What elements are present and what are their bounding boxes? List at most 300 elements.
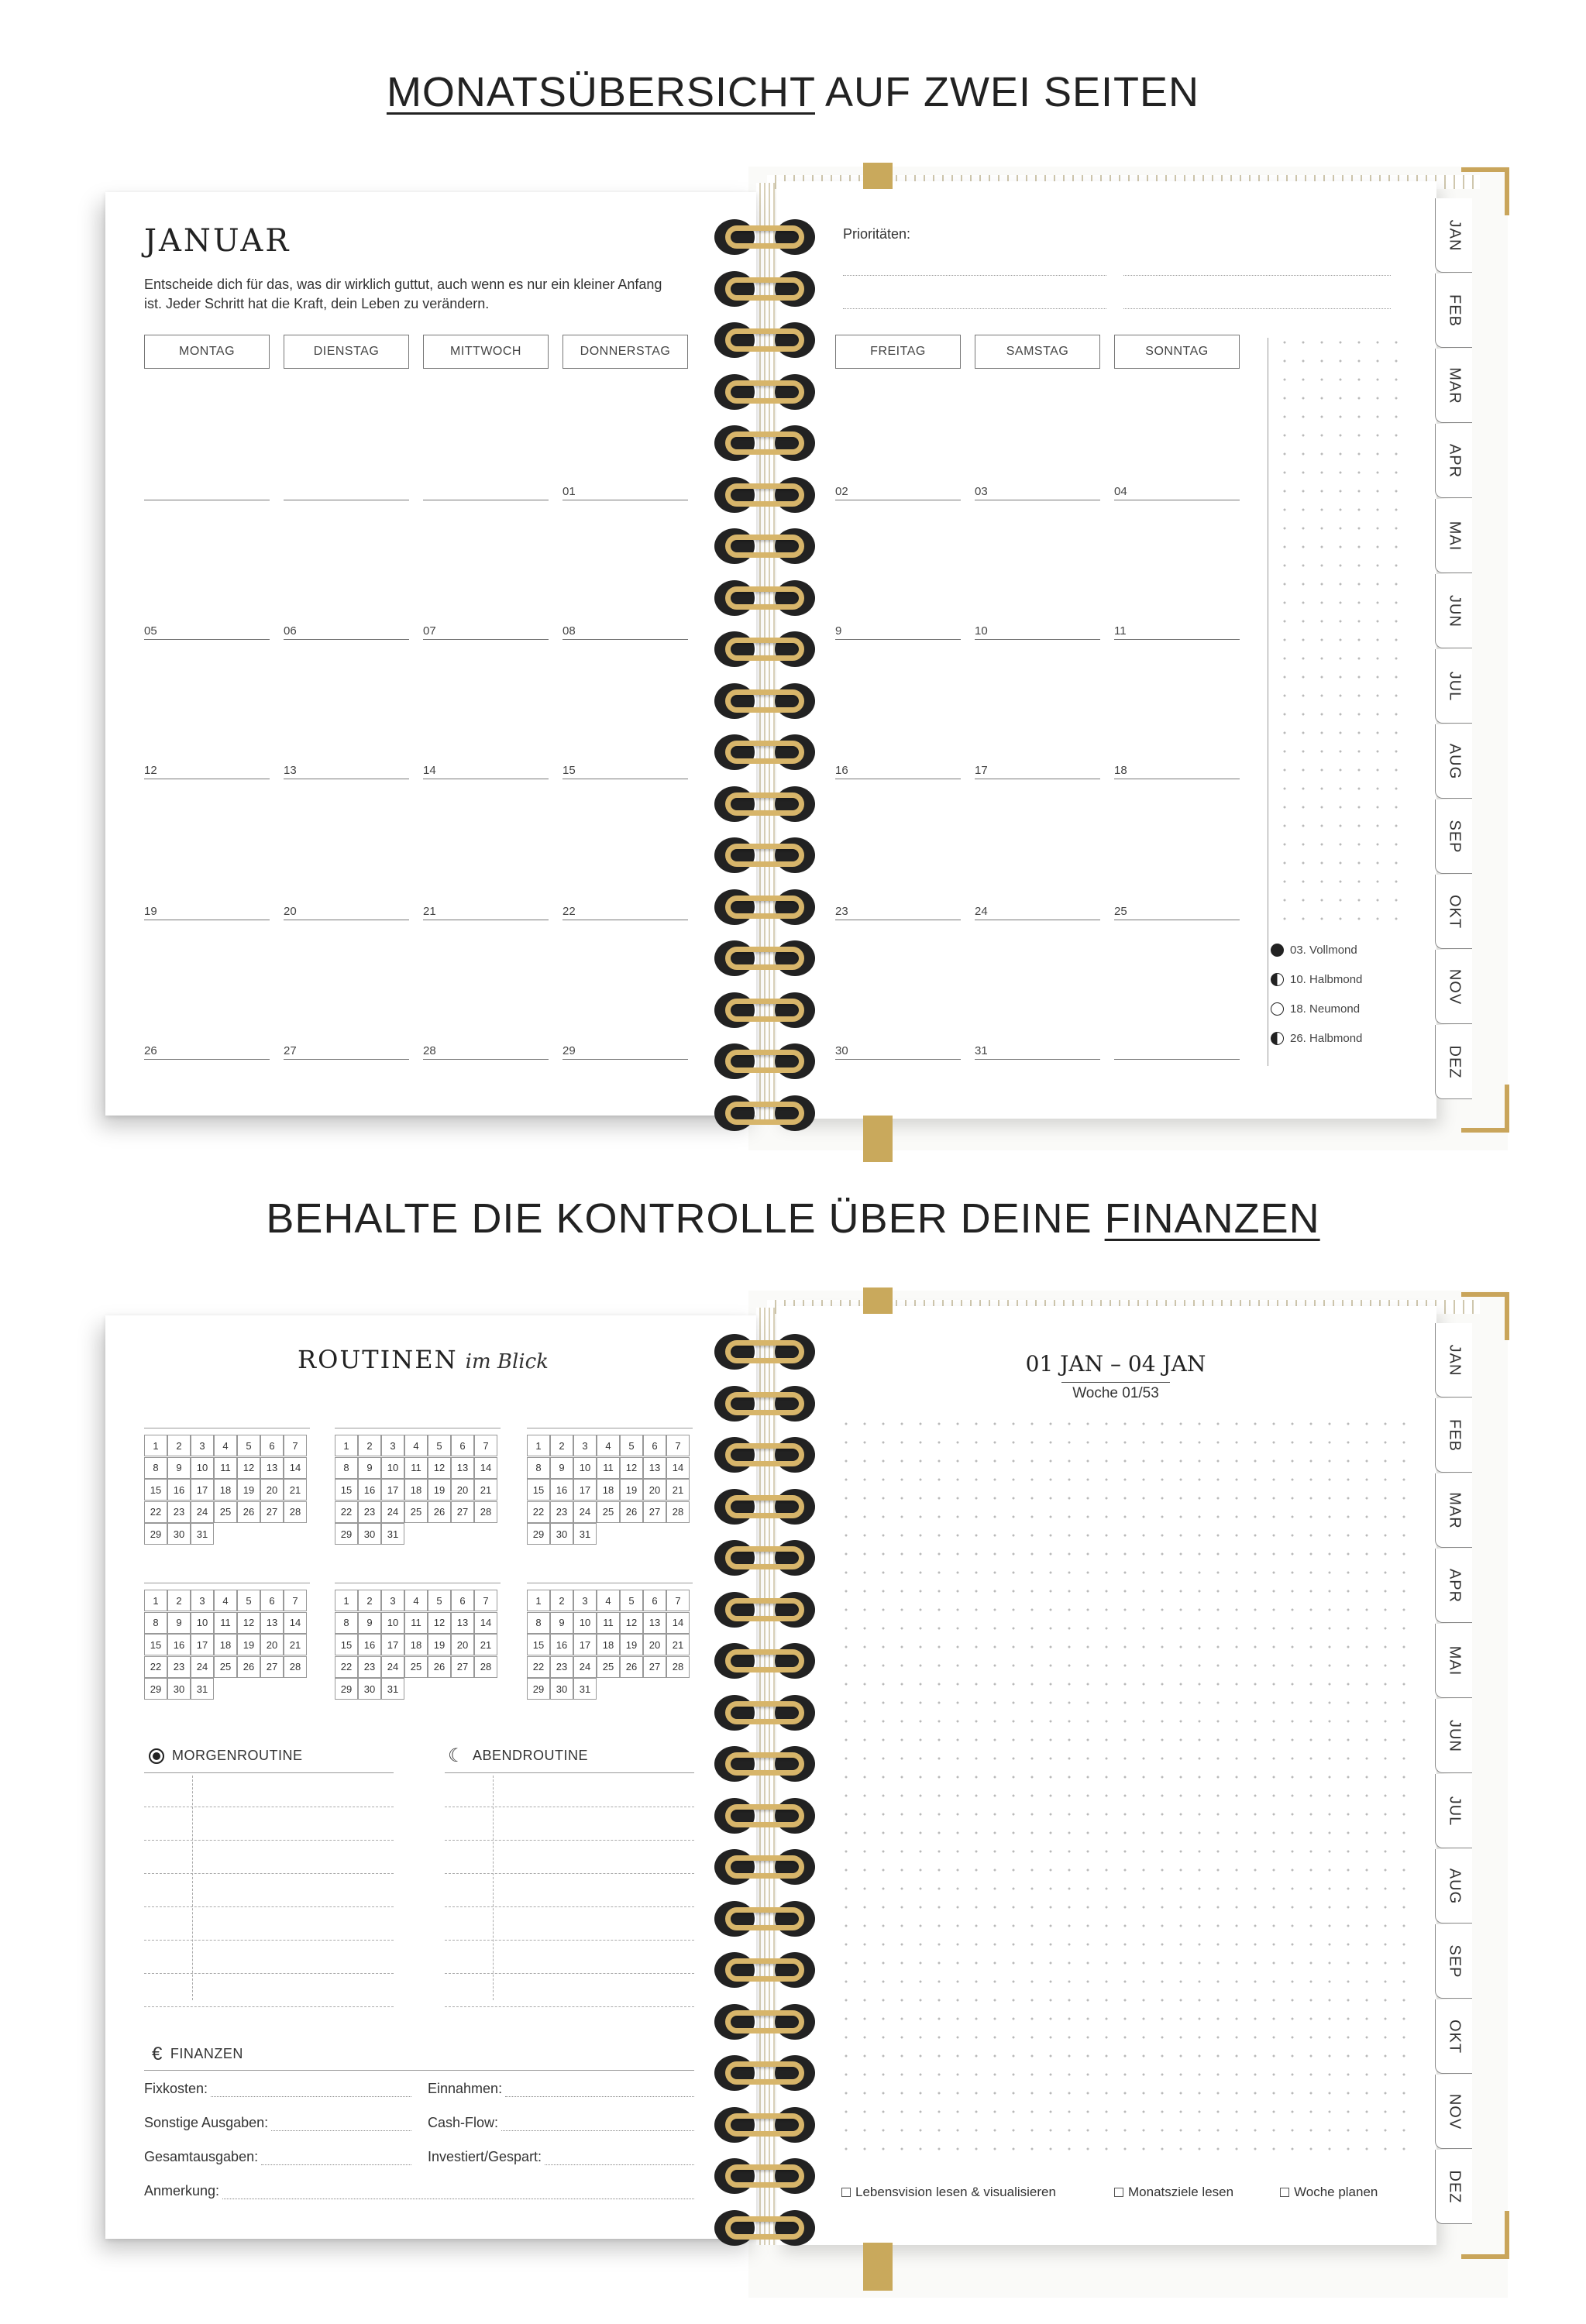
tracker-day-cell[interactable]: 1 bbox=[335, 1435, 358, 1456]
finance-field[interactable] bbox=[428, 2115, 694, 2131]
tracker-day-cell[interactable]: 13 bbox=[451, 1612, 474, 1634]
tracker-day-cell[interactable]: 7 bbox=[284, 1590, 307, 1611]
routine-line[interactable] bbox=[144, 2006, 394, 2007]
tracker-day-cell[interactable]: 27 bbox=[260, 1501, 284, 1523]
tracker-day-cell[interactable]: 29 bbox=[335, 1678, 358, 1700]
month-tab-nov[interactable] bbox=[1435, 2075, 1472, 2149]
tracker-day-cell[interactable]: 22 bbox=[144, 1656, 167, 1678]
month-tab-jul[interactable] bbox=[1435, 649, 1472, 724]
tracker-day-cell[interactable]: 31 bbox=[191, 1523, 214, 1545]
tracker-day-cell[interactable]: 20 bbox=[260, 1634, 284, 1655]
gold-ring bbox=[725, 1649, 804, 1673]
month-tab-jun[interactable] bbox=[1435, 1699, 1472, 1773]
day-cell[interactable] bbox=[1114, 759, 1240, 779]
tracker-day-cell[interactable]: 10 bbox=[573, 1457, 597, 1479]
tracker-day-cell[interactable]: 15 bbox=[527, 1634, 550, 1655]
month-tab-label: APR bbox=[1446, 443, 1463, 478]
tracker-day-cell[interactable]: 19 bbox=[620, 1634, 643, 1655]
day-cell[interactable] bbox=[835, 900, 961, 920]
tracker-day-cell[interactable]: 25 bbox=[404, 1501, 428, 1523]
tracker-day-cell[interactable]: 25 bbox=[404, 1656, 428, 1678]
tracker-day-cell[interactable]: 19 bbox=[428, 1634, 451, 1655]
tracker-day-cell[interactable]: 17 bbox=[573, 1634, 597, 1655]
tracker-day-cell[interactable]: 5 bbox=[620, 1435, 643, 1456]
tracker-day-cell[interactable]: 8 bbox=[335, 1457, 358, 1479]
tracker-day-cell[interactable]: 13 bbox=[643, 1457, 666, 1479]
tracker-day-cell[interactable]: 21 bbox=[666, 1634, 690, 1655]
finance-field-label: Fixkosten: bbox=[144, 2081, 208, 2096]
tracker-day-cell[interactable]: 30 bbox=[167, 1523, 191, 1545]
day-cell[interactable] bbox=[284, 1040, 409, 1060]
tracker-day-cell[interactable]: 27 bbox=[643, 1501, 666, 1523]
tracker-day-cell[interactable]: 26 bbox=[620, 1501, 643, 1523]
tracker-day-cell[interactable]: 16 bbox=[358, 1634, 381, 1655]
month-tab-jan[interactable] bbox=[1435, 1323, 1472, 1397]
tracker-day-cell[interactable]: 1 bbox=[335, 1590, 358, 1611]
tracker-day-cell[interactable]: 16 bbox=[167, 1634, 191, 1655]
day-cell[interactable] bbox=[975, 759, 1100, 779]
day-cell[interactable] bbox=[144, 900, 270, 920]
routine-line[interactable] bbox=[445, 1940, 694, 1941]
tracker-day-cell[interactable]: 5 bbox=[237, 1435, 260, 1456]
tracker-day-cell[interactable]: 26 bbox=[428, 1501, 451, 1523]
spiral-ring bbox=[714, 425, 815, 461]
month-tab-mar[interactable] bbox=[1435, 349, 1472, 423]
tracker-day-cell[interactable]: 9 bbox=[358, 1457, 381, 1479]
tracker-day-cell[interactable]: 7 bbox=[474, 1435, 497, 1456]
month-tab-sep[interactable] bbox=[1435, 1924, 1472, 1999]
tracker-day-cell[interactable]: 14 bbox=[474, 1457, 497, 1479]
headline-monthly-underlined: MONATSÜBERSICHT bbox=[386, 69, 815, 115]
tracker-day-cell[interactable]: 4 bbox=[214, 1590, 237, 1611]
tracker-day-cell[interactable]: 8 bbox=[335, 1612, 358, 1634]
tracker-day-cell[interactable]: 7 bbox=[666, 1590, 690, 1611]
month-tab-sep[interactable] bbox=[1435, 799, 1472, 874]
tracker-day-cell[interactable]: 17 bbox=[381, 1479, 404, 1501]
day-cell[interactable] bbox=[835, 759, 961, 779]
day-cell[interactable] bbox=[975, 900, 1100, 920]
tracker-day-cell[interactable]: 22 bbox=[335, 1501, 358, 1523]
tracker-day-cell[interactable]: 29 bbox=[527, 1523, 550, 1545]
day-number: 15 bbox=[562, 764, 576, 777]
tracker-day-cell[interactable]: 20 bbox=[643, 1479, 666, 1501]
tracker-day-cell[interactable]: 4 bbox=[597, 1435, 620, 1456]
tracker-day-cell[interactable]: 14 bbox=[666, 1612, 690, 1634]
tracker-day-cell[interactable]: 6 bbox=[643, 1435, 666, 1456]
tracker-day-cell[interactable]: 10 bbox=[381, 1612, 404, 1634]
tracker-day-cell[interactable]: 3 bbox=[191, 1435, 214, 1456]
tracker-day-cell[interactable]: 28 bbox=[284, 1656, 307, 1678]
tracker-day-cell[interactable]: 27 bbox=[260, 1656, 284, 1678]
tracker-day-cell[interactable]: 26 bbox=[237, 1656, 260, 1678]
tracker-day-cell[interactable]: 28 bbox=[666, 1501, 690, 1523]
tracker-day-cell[interactable]: 20 bbox=[260, 1479, 284, 1501]
month-tab-dez[interactable] bbox=[1435, 2150, 1472, 2224]
habit-tracker bbox=[527, 1421, 693, 1560]
tracker-day-cell[interactable]: 22 bbox=[144, 1501, 167, 1523]
tracker-day-cell[interactable]: 12 bbox=[428, 1612, 451, 1634]
finance-heading: € FINANZEN bbox=[152, 2043, 243, 2064]
tracker-day-cell[interactable]: 24 bbox=[381, 1656, 404, 1678]
tracker-day-cell[interactable]: 26 bbox=[237, 1501, 260, 1523]
day-cell[interactable] bbox=[835, 1040, 961, 1060]
tracker-day-cell[interactable]: 7 bbox=[474, 1590, 497, 1611]
tracker-day-cell[interactable]: 13 bbox=[643, 1612, 666, 1634]
tracker-day-cell[interactable]: 10 bbox=[191, 1612, 214, 1634]
day-cell[interactable] bbox=[423, 1040, 549, 1060]
month-tab-label: AUG bbox=[1446, 743, 1463, 779]
gold-ring bbox=[725, 2061, 804, 2085]
tracker-day-cell[interactable]: 31 bbox=[381, 1678, 404, 1700]
finance-field[interactable] bbox=[144, 2149, 411, 2165]
day-cell[interactable] bbox=[423, 480, 549, 500]
week-checkbox[interactable] bbox=[1280, 2185, 1378, 2200]
gold-ring bbox=[725, 2010, 804, 2033]
tracker-day-cell[interactable]: 29 bbox=[144, 1678, 167, 1700]
tracker-day-cell[interactable]: 15 bbox=[144, 1479, 167, 1501]
routine-line[interactable] bbox=[144, 1873, 394, 1874]
tracker-day-cell[interactable]: 10 bbox=[381, 1457, 404, 1479]
tracker-day-cell[interactable]: 20 bbox=[451, 1634, 474, 1655]
month-tab-mai[interactable] bbox=[1435, 1624, 1472, 1698]
month-tab-mai[interactable] bbox=[1435, 499, 1472, 573]
tracker-day-cell[interactable]: 15 bbox=[335, 1479, 358, 1501]
tracker-day-cell[interactable]: 29 bbox=[335, 1523, 358, 1545]
day-cell[interactable] bbox=[1114, 620, 1240, 640]
routine-line[interactable] bbox=[445, 1906, 694, 1907]
finance-field[interactable] bbox=[144, 2183, 694, 2199]
month-tab-mar[interactable] bbox=[1435, 1473, 1472, 1548]
routine-line[interactable] bbox=[445, 1840, 694, 1841]
month-tab-jun[interactable] bbox=[1435, 574, 1472, 648]
tracker-day-cell[interactable]: 5 bbox=[237, 1590, 260, 1611]
tracker-day-cell[interactable]: 6 bbox=[260, 1435, 284, 1456]
finance-field[interactable] bbox=[428, 2149, 694, 2165]
tracker-day-cell[interactable]: 9 bbox=[167, 1612, 191, 1634]
routine-line[interactable] bbox=[144, 1840, 394, 1841]
finance-field-line bbox=[501, 2117, 694, 2131]
tracker-day-cell[interactable]: 4 bbox=[404, 1435, 428, 1456]
tracker-day-cell[interactable]: 26 bbox=[428, 1656, 451, 1678]
tracker-day-cell[interactable]: 11 bbox=[404, 1457, 428, 1479]
tracker-day-cell[interactable]: 30 bbox=[358, 1678, 381, 1700]
tracker-day-cell[interactable]: 31 bbox=[191, 1678, 214, 1700]
tracker-day-cell[interactable]: 24 bbox=[381, 1501, 404, 1523]
tracker-day-cell[interactable]: 9 bbox=[550, 1612, 573, 1634]
day-cell[interactable] bbox=[144, 620, 270, 640]
month-tab-okt[interactable] bbox=[1435, 875, 1472, 949]
tracker-day-cell[interactable]: 12 bbox=[428, 1457, 451, 1479]
spiral-ring bbox=[714, 683, 815, 719]
routine-line[interactable] bbox=[144, 1973, 394, 1974]
tracker-day-cell[interactable]: 19 bbox=[237, 1479, 260, 1501]
tracker-day-cell[interactable]: 3 bbox=[191, 1590, 214, 1611]
tracker-day-cell[interactable]: 2 bbox=[550, 1590, 573, 1611]
month-tab-dez[interactable] bbox=[1435, 1025, 1472, 1099]
tracker-day-cell[interactable]: 30 bbox=[550, 1678, 573, 1700]
tracker-day-cell[interactable]: 20 bbox=[451, 1479, 474, 1501]
week-checkbox[interactable] bbox=[1114, 2185, 1233, 2200]
tracker-day-cell[interactable]: 28 bbox=[474, 1501, 497, 1523]
tracker-day-cell[interactable]: 16 bbox=[550, 1479, 573, 1501]
month-tab-label: DEZ bbox=[1446, 1045, 1463, 1078]
tracker-day-cell[interactable]: 31 bbox=[381, 1523, 404, 1545]
tracker-day-cell[interactable]: 11 bbox=[597, 1457, 620, 1479]
tracker-day-cell[interactable]: 15 bbox=[335, 1634, 358, 1655]
tracker-day-cell[interactable]: 31 bbox=[573, 1523, 597, 1545]
tracker-day-cell[interactable]: 4 bbox=[597, 1590, 620, 1611]
day-cell[interactable] bbox=[144, 1040, 270, 1060]
day-cell[interactable] bbox=[284, 620, 409, 640]
month-tab-label: SEP bbox=[1446, 819, 1463, 854]
tracker-day-cell[interactable]: 21 bbox=[284, 1634, 307, 1655]
tracker-day-cell[interactable]: 21 bbox=[666, 1479, 690, 1501]
tracker-day-cell[interactable]: 23 bbox=[358, 1656, 381, 1678]
month-tab-nov[interactable] bbox=[1435, 950, 1472, 1024]
tracker-day-cell[interactable]: 13 bbox=[451, 1457, 474, 1479]
tracker-day-cell[interactable]: 3 bbox=[381, 1435, 404, 1456]
tracker-day-cell[interactable]: 18 bbox=[214, 1479, 237, 1501]
tracker-day-cell[interactable]: 8 bbox=[144, 1457, 167, 1479]
tracker-day-cell[interactable]: 29 bbox=[144, 1523, 167, 1545]
tracker-day-cell[interactable]: 15 bbox=[144, 1634, 167, 1655]
month-tab-feb[interactable] bbox=[1435, 273, 1472, 348]
tracker-day-cell[interactable]: 7 bbox=[284, 1435, 307, 1456]
tracker-day-cell[interactable]: 30 bbox=[167, 1678, 191, 1700]
tracker-day-cell[interactable]: 1 bbox=[144, 1590, 167, 1611]
month-tab-aug[interactable] bbox=[1435, 1849, 1472, 1923]
spiral-ring bbox=[714, 528, 815, 564]
tracker-day-cell[interactable]: 9 bbox=[167, 1457, 191, 1479]
tracker-day-cell[interactable]: 1 bbox=[144, 1435, 167, 1456]
day-cell[interactable] bbox=[975, 1040, 1100, 1060]
week-checkbox[interactable] bbox=[841, 2185, 1056, 2200]
day-cell[interactable] bbox=[423, 759, 549, 779]
tracker-day-cell[interactable]: 16 bbox=[167, 1479, 191, 1501]
tracker-day-cell[interactable]: 10 bbox=[191, 1457, 214, 1479]
day-cell[interactable] bbox=[835, 480, 961, 500]
tracker-day-cell[interactable]: 14 bbox=[666, 1457, 690, 1479]
tracker-day-cell[interactable]: 27 bbox=[451, 1656, 474, 1678]
tracker-day-cell[interactable]: 22 bbox=[527, 1501, 550, 1523]
finance-field[interactable] bbox=[428, 2081, 694, 2097]
tracker-day-cell[interactable]: 7 bbox=[666, 1435, 690, 1456]
tracker-day-cell[interactable]: 4 bbox=[214, 1435, 237, 1456]
tracker-day-cell[interactable]: 6 bbox=[451, 1590, 474, 1611]
tracker-day-cell[interactable]: 25 bbox=[214, 1501, 237, 1523]
tracker-day-cell[interactable]: 11 bbox=[597, 1612, 620, 1634]
tracker-day-cell[interactable]: 8 bbox=[144, 1612, 167, 1634]
tracker-day-cell[interactable]: 25 bbox=[214, 1656, 237, 1678]
ribbon-bookmark-bottom bbox=[863, 2243, 893, 2291]
weekday-header-mittwoch: MITTWOCH bbox=[423, 335, 549, 369]
tracker-day-cell[interactable]: 2 bbox=[358, 1590, 381, 1611]
tracker-day-cell[interactable]: 25 bbox=[597, 1501, 620, 1523]
month-tab-aug[interactable] bbox=[1435, 724, 1472, 799]
tracker-day-cell[interactable]: 12 bbox=[620, 1457, 643, 1479]
day-cell[interactable] bbox=[423, 900, 549, 920]
tracker-day-cell[interactable]: 5 bbox=[428, 1435, 451, 1456]
month-tab-feb[interactable] bbox=[1435, 1398, 1472, 1473]
tracker-day-cell[interactable]: 6 bbox=[260, 1590, 284, 1611]
tracker-day-cell[interactable]: 2 bbox=[550, 1435, 573, 1456]
tracker-day-cell[interactable]: 8 bbox=[527, 1612, 550, 1634]
tracker-day-cell[interactable]: 19 bbox=[237, 1634, 260, 1655]
tracker-day-cell[interactable]: 13 bbox=[260, 1457, 284, 1479]
tracker-day-cell[interactable]: 27 bbox=[643, 1656, 666, 1678]
day-cell[interactable] bbox=[423, 620, 549, 640]
tracker-day-cell[interactable]: 30 bbox=[550, 1523, 573, 1545]
tracker-day-cell[interactable]: 2 bbox=[167, 1590, 191, 1611]
tracker-day-cell[interactable]: 3 bbox=[381, 1590, 404, 1611]
finance-field-line bbox=[261, 2151, 411, 2165]
tracker-day-cell[interactable]: 18 bbox=[214, 1634, 237, 1655]
spiral-ring bbox=[714, 1592, 815, 1628]
day-cell[interactable] bbox=[562, 1040, 688, 1060]
tracker-day-cell[interactable]: 23 bbox=[550, 1656, 573, 1678]
tracker-day-cell[interactable]: 8 bbox=[527, 1457, 550, 1479]
tracker-day-cell[interactable]: 19 bbox=[428, 1479, 451, 1501]
tracker-day-cell[interactable]: 3 bbox=[573, 1590, 597, 1611]
tracker-day-cell[interactable]: 22 bbox=[335, 1656, 358, 1678]
day-cell[interactable] bbox=[284, 900, 409, 920]
finance-field[interactable] bbox=[144, 2081, 411, 2097]
tracker-day-cell[interactable]: 17 bbox=[573, 1479, 597, 1501]
finance-field[interactable] bbox=[144, 2115, 411, 2131]
month-tab-jan[interactable] bbox=[1435, 198, 1472, 273]
month-tab-apr[interactable] bbox=[1435, 1549, 1472, 1623]
tracker-day-cell[interactable]: 2 bbox=[167, 1435, 191, 1456]
tracker-day-cell[interactable]: 24 bbox=[573, 1501, 597, 1523]
tracker-day-cell[interactable]: 14 bbox=[284, 1612, 307, 1634]
tracker-day-cell[interactable]: 5 bbox=[620, 1590, 643, 1611]
tracker-day-cell[interactable]: 17 bbox=[191, 1479, 214, 1501]
day-cell[interactable] bbox=[1114, 480, 1240, 500]
tracker-day-cell[interactable]: 21 bbox=[474, 1479, 497, 1501]
tracker-day-cell[interactable]: 9 bbox=[358, 1612, 381, 1634]
checkbox-square[interactable] bbox=[841, 2188, 851, 2197]
tracker-day-cell[interactable]: 24 bbox=[191, 1656, 214, 1678]
tracker-day-cell[interactable]: 23 bbox=[358, 1501, 381, 1523]
day-number: 03 bbox=[975, 485, 988, 498]
tracker-day-cell[interactable]: 28 bbox=[284, 1501, 307, 1523]
tracker-day-cell[interactable]: 12 bbox=[237, 1457, 260, 1479]
day-cell[interactable] bbox=[562, 900, 688, 920]
routine-line[interactable] bbox=[445, 1873, 694, 1874]
tracker-day-cell[interactable]: 26 bbox=[620, 1656, 643, 1678]
day-cell[interactable] bbox=[284, 759, 409, 779]
euro-icon: € bbox=[152, 2043, 163, 2064]
tracker-day-cell[interactable]: 5 bbox=[428, 1590, 451, 1611]
day-cell[interactable] bbox=[975, 620, 1100, 640]
day-number: 02 bbox=[835, 485, 848, 498]
tracker-day-cell[interactable]: 23 bbox=[550, 1501, 573, 1523]
tracker-day-cell[interactable]: 21 bbox=[474, 1634, 497, 1655]
tracker-day-cell[interactable]: 11 bbox=[214, 1612, 237, 1634]
tracker-day-cell[interactable]: 1 bbox=[527, 1590, 550, 1611]
tracker-day-cell[interactable]: 4 bbox=[404, 1590, 428, 1611]
day-cell[interactable] bbox=[144, 759, 270, 779]
tracker-day-cell[interactable]: 17 bbox=[381, 1634, 404, 1655]
tracker-day-cell[interactable]: 27 bbox=[451, 1501, 474, 1523]
day-cell[interactable] bbox=[835, 620, 961, 640]
routine-line[interactable] bbox=[144, 1906, 394, 1907]
routine-line[interactable] bbox=[445, 1973, 694, 1974]
tracker-day-cell[interactable]: 16 bbox=[358, 1479, 381, 1501]
finance-rule bbox=[144, 2070, 694, 2071]
tracker-day-cell[interactable]: 12 bbox=[237, 1612, 260, 1634]
tracker-day-cell[interactable]: 19 bbox=[620, 1479, 643, 1501]
tracker-day-cell[interactable]: 14 bbox=[284, 1457, 307, 1479]
tracker-day-cell[interactable]: 24 bbox=[191, 1501, 214, 1523]
day-cell[interactable] bbox=[562, 620, 688, 640]
day-cell[interactable] bbox=[562, 759, 688, 779]
gold-ring bbox=[725, 380, 804, 404]
routine-line[interactable] bbox=[445, 2006, 694, 2007]
spiral-ring bbox=[714, 2107, 815, 2143]
day-cell[interactable] bbox=[144, 480, 270, 500]
tracker-day-cell[interactable]: 16 bbox=[550, 1634, 573, 1655]
gold-ring bbox=[725, 1907, 804, 1930]
day-cell[interactable] bbox=[284, 480, 409, 500]
tracker-day-cell[interactable]: 3 bbox=[573, 1435, 597, 1456]
tracker-day-cell[interactable]: 18 bbox=[597, 1479, 620, 1501]
day-cell[interactable] bbox=[975, 480, 1100, 500]
tracker-day-cell[interactable]: 15 bbox=[527, 1479, 550, 1501]
tracker-day-cell[interactable]: 2 bbox=[358, 1435, 381, 1456]
tracker-day-cell[interactable]: 18 bbox=[404, 1479, 428, 1501]
tracker-day-cell[interactable]: 30 bbox=[358, 1523, 381, 1545]
tracker-day-cell[interactable]: 23 bbox=[167, 1501, 191, 1523]
tracker-day-cell[interactable]: 9 bbox=[550, 1457, 573, 1479]
tracker-day-cell[interactable]: 14 bbox=[474, 1612, 497, 1634]
tracker-day-cell[interactable]: 11 bbox=[404, 1612, 428, 1634]
month-tab-label: AUG bbox=[1446, 1868, 1463, 1904]
tracker-day-cell[interactable]: 29 bbox=[527, 1678, 550, 1700]
month-tab-okt[interactable] bbox=[1435, 1999, 1472, 2074]
checkbox-square[interactable] bbox=[1280, 2188, 1289, 2197]
tracker-day-cell[interactable]: 28 bbox=[474, 1656, 497, 1678]
tracker-day-cell[interactable]: 6 bbox=[643, 1590, 666, 1611]
checkbox-square[interactable] bbox=[1114, 2188, 1123, 2197]
day-cell[interactable] bbox=[1114, 900, 1240, 920]
tracker-day-cell[interactable]: 24 bbox=[573, 1656, 597, 1678]
tracker-day-cell[interactable]: 28 bbox=[666, 1656, 690, 1678]
tracker-day-cell[interactable]: 6 bbox=[451, 1435, 474, 1456]
tracker-day-cell[interactable]: 1 bbox=[527, 1435, 550, 1456]
tracker-day-cell[interactable]: 25 bbox=[597, 1656, 620, 1678]
day-cell[interactable] bbox=[562, 480, 688, 500]
month-tab-jul[interactable] bbox=[1435, 1774, 1472, 1848]
day-cell[interactable] bbox=[1114, 1040, 1240, 1060]
tracker-day-cell[interactable]: 31 bbox=[573, 1678, 597, 1700]
gold-ring bbox=[725, 638, 804, 661]
tracker-day-cell[interactable]: 12 bbox=[620, 1612, 643, 1634]
routine-line[interactable] bbox=[144, 1940, 394, 1941]
tracker-day-cell[interactable]: 13 bbox=[260, 1612, 284, 1634]
tracker-day-cell[interactable]: 21 bbox=[284, 1479, 307, 1501]
tracker-day-cell[interactable]: 17 bbox=[191, 1634, 214, 1655]
tracker-day-cell[interactable]: 10 bbox=[573, 1612, 597, 1634]
tracker-day-cell[interactable]: 22 bbox=[527, 1656, 550, 1678]
tracker-day-cell[interactable]: 18 bbox=[404, 1634, 428, 1655]
tracker-day-cell[interactable]: 20 bbox=[643, 1634, 666, 1655]
gold-ring bbox=[725, 896, 804, 919]
month-tab-apr[interactable] bbox=[1435, 424, 1472, 498]
tracker-day-cell[interactable]: 18 bbox=[597, 1634, 620, 1655]
tracker-day-cell[interactable]: 23 bbox=[167, 1656, 191, 1678]
tracker-day-cell[interactable]: 11 bbox=[214, 1457, 237, 1479]
